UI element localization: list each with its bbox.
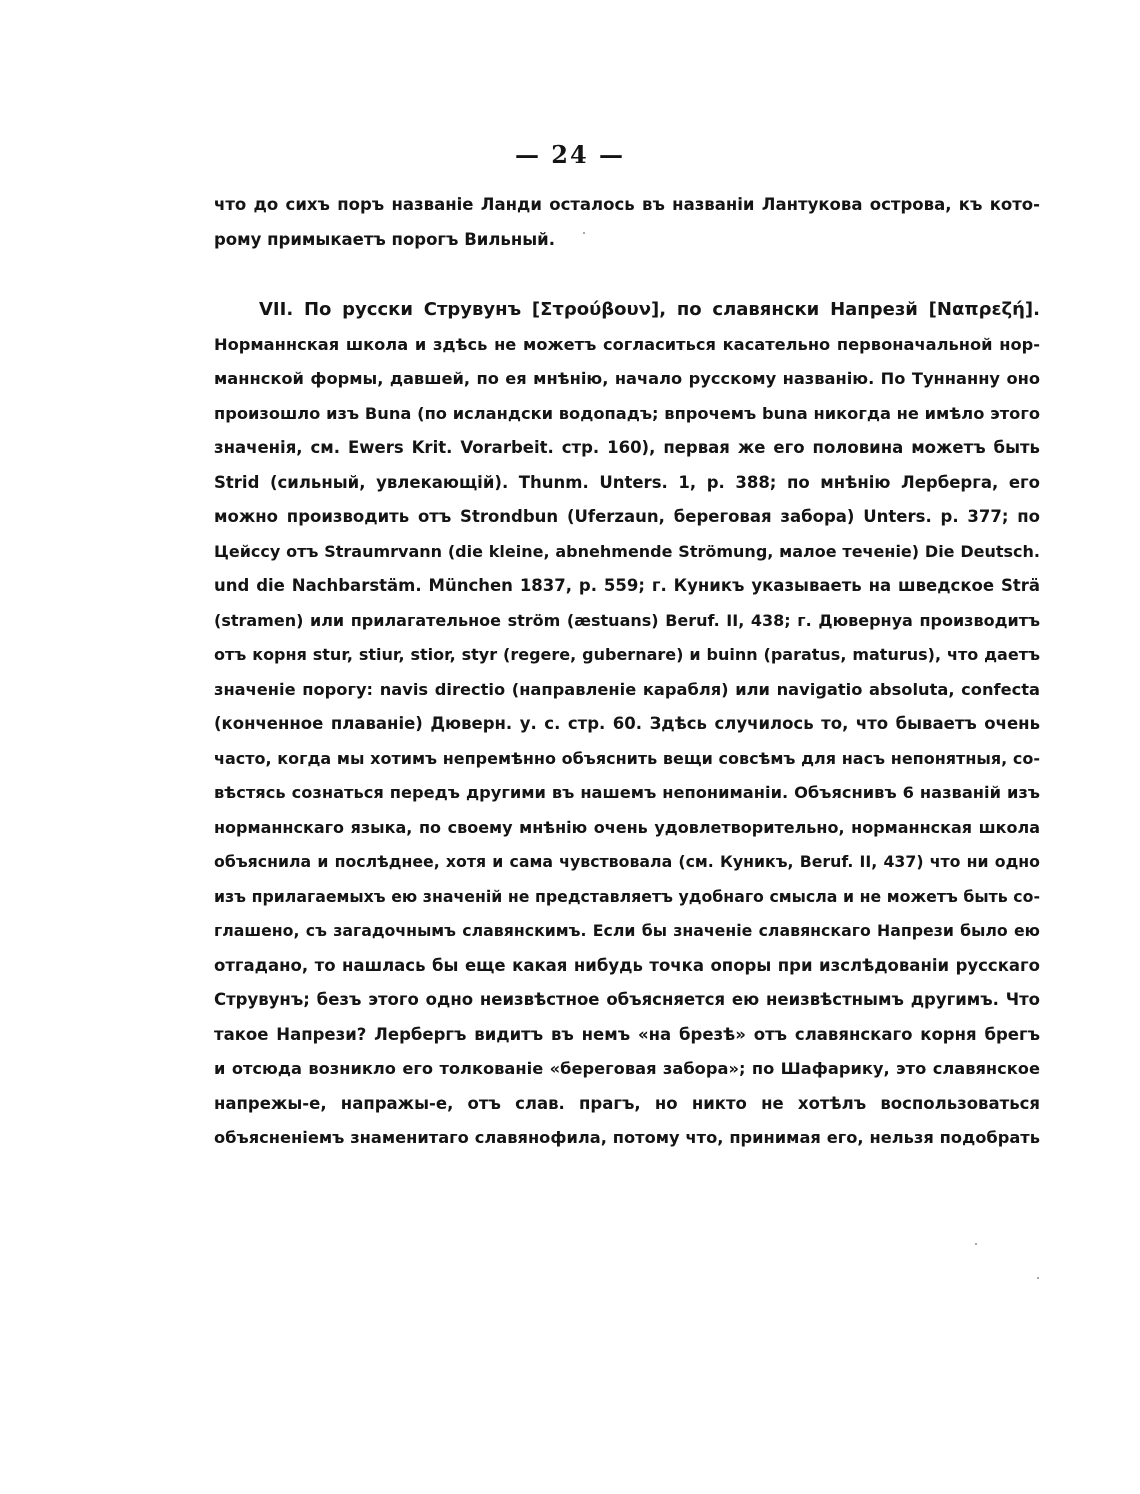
text-line: отгадано, то нашлась бы еще какая нибудь точка опоры при изслѣдованіи русскаго: [214, 955, 1040, 975]
scan-speck: [583, 232, 585, 234]
text-line: (конченное плаваніе) Дюверн. у. с. стр. 60. Здѣсь случилось то, что бываетъ очень: [214, 714, 1040, 733]
text-line: (stramen) или прилагательное ström (æstuans) Beruf. II, 438; г. Дювернуа производитъ: [214, 610, 1040, 630]
text-line: можно производить отъ Strondbun (Uferzaun, береговая забора) Unters. p. 377; по: [214, 507, 1040, 526]
scan-speck: [1037, 1277, 1039, 1279]
text-line: Цейссу отъ Straumrvann (die kleine, abnehmende Strömung, малое теченіе) Die Deutsch.: [214, 541, 1040, 561]
paragraph-continuation: [214, 188, 1040, 257]
text-line: и отсюда возникло его толкованіе «береговая забора»; по Шафарику, это славянское: [214, 1059, 1040, 1078]
text-line: значенія, см. Ewers Krit. Vorarbeit. стр. 160), первая же его половина можетъ быть: [214, 438, 1040, 457]
text-line: объяснила и послѣднее, хотя и сама чувствовала (см. Куникъ, Beruf. II, 437) что ни одно: [214, 852, 1040, 871]
text-line: напрежы-е, напражы-е, отъ слав. прагъ, но никто не хотѣлъ воспользоваться: [214, 1093, 1040, 1113]
text-line: изъ прилагаемыхъ ею значеній не представляетъ удобнаго смысла и не можетъ быть со-: [214, 886, 1040, 906]
text-line: Струвунъ; безъ этого одно неизвѣстное объясняется ею неизвѣстнымъ другимъ. Что: [214, 990, 1040, 1009]
paragraph-section-vii: [214, 293, 1040, 1156]
section-heading-line: VII. По русски Струвунъ [Στρούβουν], по славянски Напрезй [Ναπρεζή].: [259, 299, 1040, 320]
text-line: объясненіемъ знаменитаго славянофила, потому что, принимая его, нельзя подобрать: [214, 1128, 1040, 1147]
text-line: вѣстясь сознаться передъ другими въ нашемъ непониманіи. Объяснивъ 6 названій изъ: [214, 783, 1040, 802]
text-line: что до сихъ поръ названіе Ланди осталось въ названіи Лантукова острова, къ кото-: [214, 195, 1040, 214]
text-line: отъ корня stur, stiur, stior, styr (regere, gubernare) и buinn (paratus, maturus), что даетъ: [214, 645, 1040, 664]
page-number: — 24 —: [514, 140, 626, 169]
text-line: Strid (сильный, увлекающій). Thunm. Unters. 1, p. 388; по мнѣнію Лерберга, его: [214, 472, 1040, 492]
text-line: маннской формы, давшей, по ея мнѣнію, начало русскому названію. По Туннанну оно: [214, 369, 1040, 388]
text-line: часто, когда мы хотимъ непремѣнно объяснить вещи совсѣмъ для насъ непонятныя, со-: [214, 748, 1040, 768]
text-line: такое Напрези? Лербергъ видитъ въ немъ «на брезѣ» отъ славянскаго корня брегъ: [214, 1024, 1040, 1044]
text-line: произошло изъ Buna (по исландски водопадъ; впрочемъ buna никогда не имѣло этого: [214, 403, 1040, 423]
text-line: норманнскаго языка, по своему мнѣнію очень удовлетворительно, норманнская школа: [214, 817, 1040, 837]
text-line: Норманнская школа и здѣсь не можетъ согласиться касательно первоначальной нор-: [214, 334, 1040, 354]
text-line: значеніе порогу: navis directio (направленіе карабля) или navigatio absoluta, confecta: [214, 679, 1040, 699]
text-line: und die Nachbarstäm. München 1837, p. 559; г. Куникъ указываеть на шведское Strä: [214, 576, 1040, 595]
scan-speck: [975, 1243, 977, 1245]
text-line: глашено, съ загадочнымъ славянскимъ. Если бы значеніе славянскаго Напрези было ею: [214, 921, 1040, 940]
text-line: рому примыкаетъ порогъ Вильный.: [214, 229, 555, 249]
